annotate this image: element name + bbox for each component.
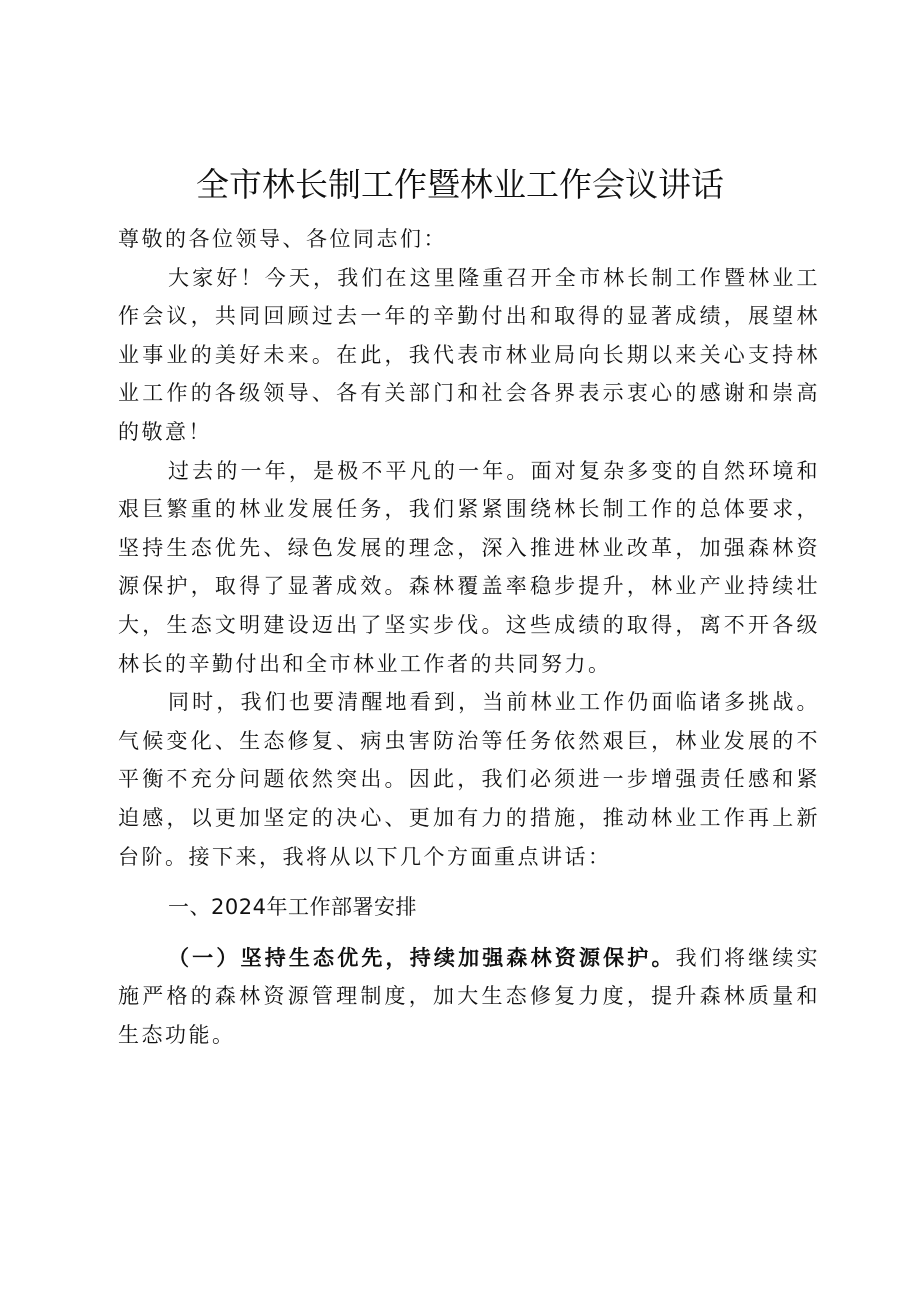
section-heading: 一、2024年工作部署安排 xyxy=(168,895,417,920)
paragraph-review: 过去的一年，是极不平凡的一年。面对复杂多变的自然环境和艰巨繁重的林业发展任务，我们紧紧围绕林长制工作的总体要求，坚持生态优先、绿色发展的理念，深入推进林业改革，加强森林资源保护，取得了显著成效。森林覆盖率稳步提升，林业产业持续壮大，生态文明建设迈出了坚实步伐。这些成绩的取得，离不开各级林长的辛勤付出和全市林业工作者的共同努力。 xyxy=(118,458,820,676)
paragraph-opening: 大家好！今天，我们在这里隆重召开全市林长制工作暨林业工作会议，共同回顾过去一年的辛勤付出和取得的显著成绩，展望林业事业的美好未来。在此，我代表市林业局向长期以来关心支持林业工作的各级领导、各有关部门和社会各界表示衷心的感谢和崇高的敬意！ xyxy=(118,265,820,444)
document-body xyxy=(118,220,820,1054)
subsection-text: 我们将继续实施严格的森林资源管理制度，加大生态修复力度，提升森林质量和生态功能。 xyxy=(118,945,821,1047)
subsection-paragraph xyxy=(118,939,820,1055)
subsection-heading: （一）坚持生态优先，持续加强森林资源保护。 xyxy=(168,944,676,970)
document-title: 全市林长制工作暨林业工作会议讲话 xyxy=(196,165,724,204)
salutation: 尊敬的各位领导、各位同志们： xyxy=(118,227,447,251)
paragraph-challenges: 同时，我们也要清醒地看到，当前林业工作仍面临诸多挑战。气候变化、生态修复、病虫害防治等任务依然艰巨，林业发展的不平衡不充分问题依然突出。因此，我们必须进一步增强责任感和紧迫感，以更加坚定的决心、更加有力的措施，推动林业工作再上新台阶。接下来，我将从以下几个方面重点讲话： xyxy=(118,690,820,869)
